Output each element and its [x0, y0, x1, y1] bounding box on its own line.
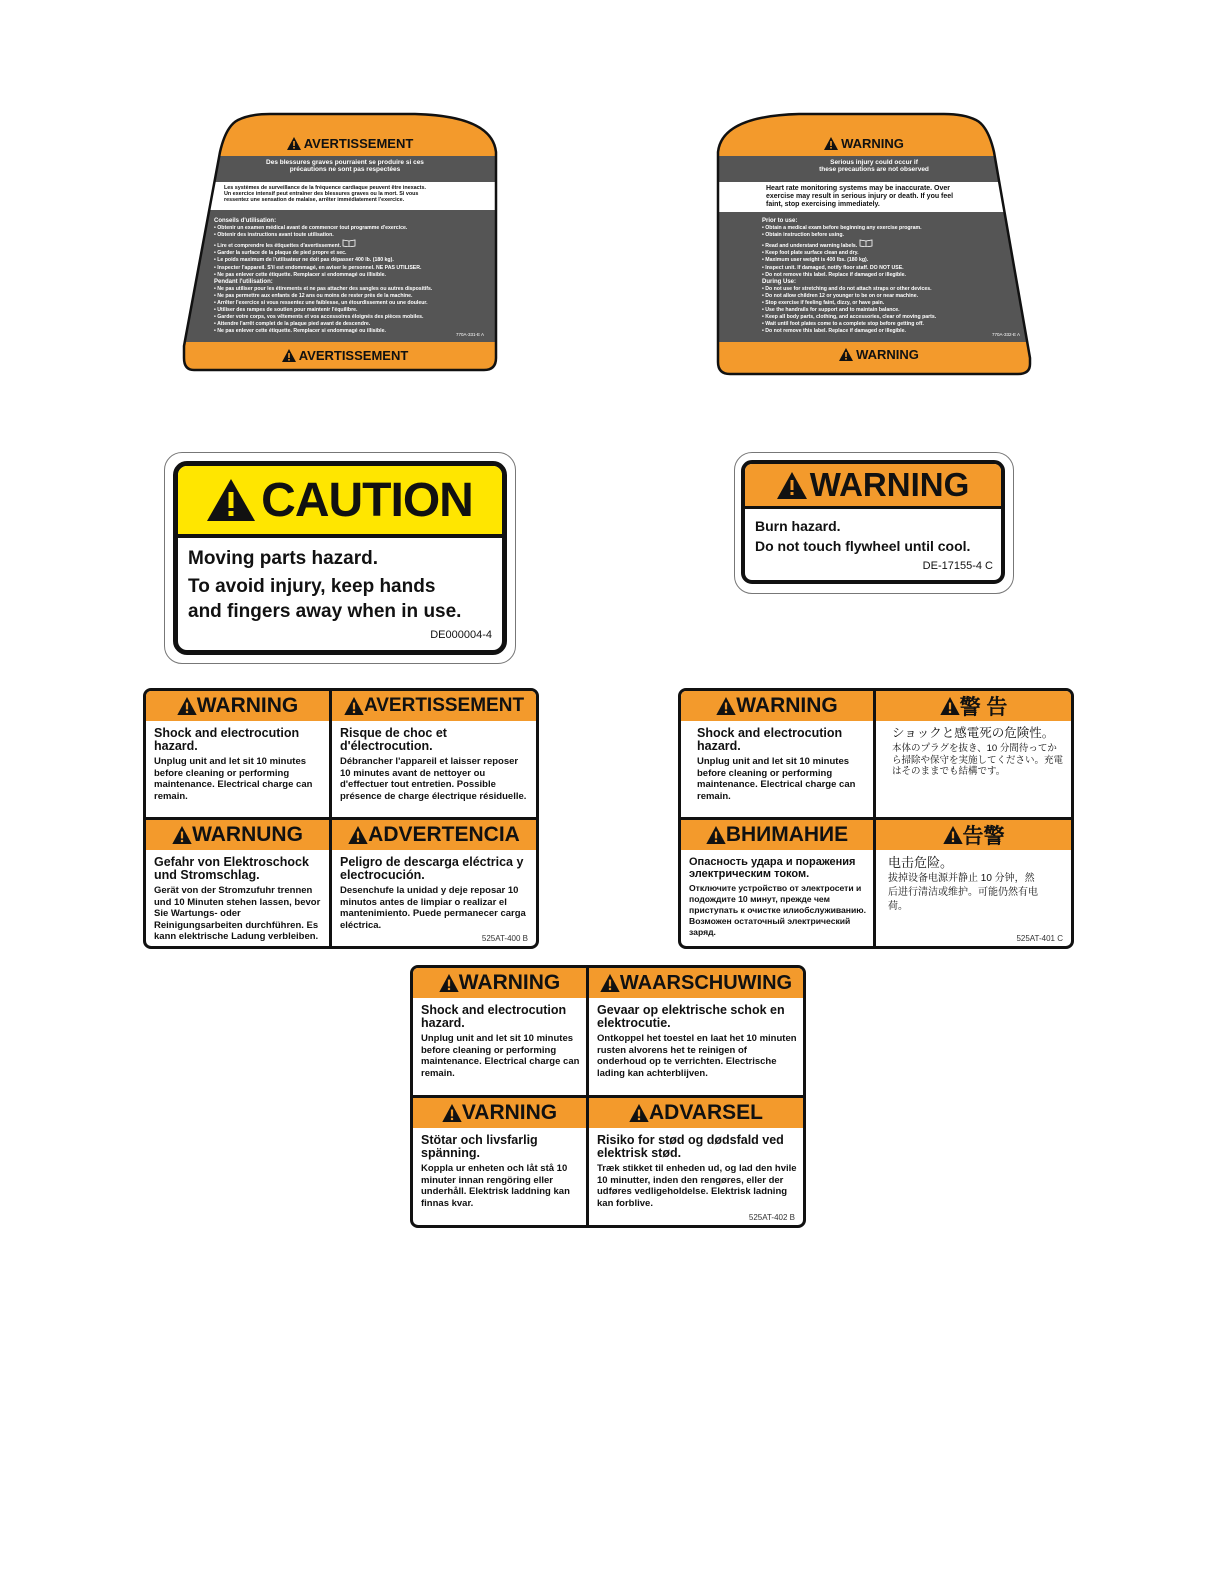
warning-triangle-icon	[824, 137, 838, 150]
instruction-line: Conseils d'utilisation:	[214, 218, 277, 224]
instruction-line: • Ne pas permettre aux enfants de 12 ans ou moins de rester près de la machine.	[214, 292, 413, 299]
instruction-line	[762, 239, 1012, 250]
warning-triangle-icon	[777, 472, 807, 499]
cell-description: Desenchufe la unidad y deje reposar 10 minutos antes de limpiar o realizar el mantenimiento. Puede permanecer carga eléctrica.	[340, 885, 526, 931]
trapezoid-header	[240, 132, 460, 154]
cell-header	[146, 820, 329, 850]
instruction-line: • Obtenir un examen médical avant de commencer tout programme d'exercice.	[214, 225, 408, 232]
warning-triangle-icon	[439, 974, 459, 992]
cell-title: Shock and electrocution hazard.	[697, 726, 843, 753]
cell-description: Unplug unit and let sit 10 minutes before cleaning or performing maintenance. Electrical charge can remain.	[154, 756, 313, 802]
cell-header	[413, 1098, 586, 1128]
trapezoid-heart-warning	[766, 185, 1016, 209]
cell-header	[332, 691, 536, 721]
instruction-line: • Obtenir des instructions avant toute utilisation.	[214, 232, 334, 239]
warning-triangle-icon	[629, 1104, 649, 1122]
heart-line: Un exercice intensif peut entraîner des blessures graves ou la mort. Si vous	[224, 191, 419, 198]
caution-line-3: and fingers away when in use.	[188, 601, 462, 622]
instruction-line: • Maximum user weight is 400 lbs. (180 kg).	[762, 257, 869, 264]
cell-description: Débrancher l'appareil et laisser reposer 10 minutes avant de nettoyer ou d'effectuer tout entretien. Possible présence de charge électrique résiduelle.	[340, 756, 527, 802]
cell-title: Gefahr von Elektroschock und Stromschlag.	[154, 855, 309, 882]
trapezoid-footer	[210, 344, 480, 366]
cell-title: Shock and electrocution hazard.	[154, 726, 300, 753]
cell-warning-ru	[681, 820, 873, 946]
caution-line-2: To avoid injury, keep hands	[188, 576, 436, 597]
cell-avertissement-fr	[332, 691, 536, 817]
warning-triangle-icon	[839, 348, 853, 361]
burn-line-2: Do not touch flywheel until cool.	[755, 538, 971, 554]
instruction-line: • Obtain instruction before using.	[762, 232, 844, 239]
caution-header-text: CAUTION	[261, 473, 473, 527]
book-icon	[342, 239, 356, 247]
instruction-line: • Do not remove this label. Replace if damaged or illegible.	[762, 271, 906, 278]
trapezoid-footer-text: WARNING	[856, 346, 919, 362]
heart-line: faint, stop exercising immediately.	[766, 201, 880, 209]
instruction-line: • Stop exercise if feeling faint, dizzy, or have pain.	[762, 300, 885, 307]
warning-triangle-icon	[344, 697, 364, 715]
cell-header	[876, 691, 1071, 721]
burn-line-1: Burn hazard.	[755, 518, 841, 534]
cell-warnung-de	[146, 820, 329, 946]
cell-header-text: WARNING	[458, 971, 561, 994]
instruction-line: Pendant l'utilisation:	[214, 278, 273, 285]
cell-title: Gevaar op elektrische schok en elektrocutie.	[597, 1003, 785, 1030]
cell-waarschuwing-nl	[589, 968, 803, 1095]
decal-burn-hazard	[734, 452, 1014, 594]
lead-line: précautions ne sont pas respectées	[289, 166, 401, 174]
cell-header-text: 警 告	[959, 696, 1008, 719]
instruction-line: • Inspect unit. If damaged, notify floor staff. DO NOT USE.	[762, 264, 904, 271]
cell-description: Отключите устройство от электросети и подождите 10 минут, прежде чем приступать к очистке илиобслуживанию. Возможен остаточный электрический заряд.	[689, 883, 867, 937]
decal-caution-moving-parts	[164, 452, 516, 664]
part-code: 770A-332-E A	[992, 332, 1021, 337]
instruction-line: • Ne pas enlever cette étiquette. Remplacer si endommagé ou illisible.	[214, 328, 386, 335]
trapezoid-footer-text: AVERTISSEMENT	[298, 347, 409, 363]
instruction-line: • Attendre l'arrêt complet de la plaque pied avant de descendre.	[214, 321, 371, 328]
cell-description: Træk stikket til enheden ud, og lad den hvile 10 minutter, inden den rengøres, eller der udføres vedligeholdelse. Elektrisk ladning kan forblive.	[597, 1163, 797, 1209]
trapezoid-header	[754, 132, 974, 154]
trapezoid-instructions	[762, 218, 1012, 336]
lead-line: Des blessures graves pourraient se produire si ces	[266, 159, 424, 166]
instruction-line: • Do not allow children 12 or younger to be on or near machine.	[762, 292, 919, 299]
burn-header	[745, 464, 1001, 509]
caution-inner-frame	[173, 461, 507, 655]
cell-title: Risiko for stød og dødsfald ved elektrisk stød.	[597, 1133, 784, 1160]
trapezoid-instructions	[214, 218, 492, 336]
instruction-line: • Arrêter l'exercice si vous ressentez une faiblesse, un étourdissement ou une douleur.	[214, 300, 428, 307]
decal-shock-hazard-en-nl-sv-da	[410, 965, 806, 1228]
cell-advarsel-da	[589, 1098, 803, 1225]
cell-title: Shock and electrocution hazard.	[421, 1003, 567, 1030]
cell-title: Risque de choc et d'électrocution.	[340, 726, 447, 753]
cell-warning-zh	[876, 820, 1071, 946]
cell-warning-ja	[876, 691, 1071, 817]
trapezoid-heart-warning	[224, 185, 494, 204]
burn-inner-frame	[741, 460, 1005, 584]
caution-header	[178, 466, 502, 538]
warning-triangle-icon	[207, 479, 255, 521]
instruction-line: • Ne pas utiliser pour les étirements et ne pas attacher des sangles ou autres dispositifs.	[214, 285, 433, 292]
cell-header-text: AVERTISSEMENT	[363, 695, 525, 716]
cell-header	[413, 968, 586, 998]
cell-header-text: ADVERTENCIA	[368, 823, 520, 846]
trapezoid-lead	[764, 159, 984, 174]
cell-header-text: ADVARSEL	[649, 1101, 763, 1124]
cell-description: Koppla ur enheten och låt stå 10 minuter innan rengöring eller underhåll. Elektrisk laddning kan finnas kvar.	[421, 1163, 570, 1209]
decal-shock-hazard-en-fr-de-es	[143, 688, 539, 949]
cell-title: Stötar och livsfarlig spänning.	[421, 1133, 538, 1160]
cell-title: Опасность удара и поражения электрическим током.	[689, 856, 856, 880]
part-code: 770A-331-E A	[456, 332, 485, 337]
heart-line: exercise may result in serious injury or death. If you feel	[766, 193, 954, 201]
cell-header	[876, 820, 1071, 850]
warning-triangle-icon	[348, 826, 368, 844]
cell-header	[681, 820, 873, 850]
cell-header-text: WAARSCHUWING	[619, 971, 793, 994]
decal-warning-trapezoid	[714, 112, 1034, 378]
heart-line: Heart rate monitoring systems may be inaccurate. Over	[766, 185, 951, 192]
trapezoid-header-text: WARNING	[841, 135, 904, 151]
instruction-line: • Wait until foot plates come to a complete stop before getting off.	[762, 321, 924, 328]
cell-warning-en	[146, 691, 329, 817]
cell-header	[589, 968, 803, 998]
instruction-line	[214, 239, 492, 250]
warning-triangle-icon	[706, 826, 726, 844]
heart-line: Les systèmes de surveillance de la fréquence cardiaque peuvent être inexacts.	[224, 185, 426, 191]
cell-header-text: VARNING	[461, 1101, 558, 1124]
instruction-line: • Inspecter l'appareil. S'il est endommagé, en aviser le personnel. NE PAS UTILISER.	[214, 264, 422, 271]
cell-title: ショックと感電死の危険性。	[892, 726, 1055, 740]
part-code: DE-17155-4 C	[922, 560, 993, 572]
part-code: DE000004-4	[430, 629, 492, 641]
cell-warning-en	[681, 691, 873, 817]
trapezoid-header-text: AVERTISSEMENT	[303, 135, 414, 151]
warning-triangle-icon	[442, 1104, 462, 1122]
part-code: 525AT-402 B	[748, 1213, 795, 1222]
instruction-line: Prior to use:	[762, 218, 798, 224]
book-icon	[859, 239, 873, 247]
instruction-line: • Keep all body parts, clothing, and accessories, clear of moving parts.	[762, 314, 937, 321]
warning-triangle-icon	[943, 826, 963, 844]
decal-avertissement-trapezoid	[180, 112, 500, 378]
cell-description: 拔掉设备电源并静止 10 分钟，然后进行清洁或维护。可能仍然有电荷。	[888, 873, 1038, 912]
burn-header-text: WARNING	[809, 466, 970, 503]
instruction-line: • Keep foot plate surface clean and dry.	[762, 250, 859, 257]
caution-line-1: Moving parts hazard.	[188, 548, 379, 569]
warning-triangle-icon	[282, 349, 296, 362]
part-code: 525AT-401 C	[1016, 934, 1063, 943]
instruction-line: • Garder votre corps, vos vêtements et vos accessoires éloignés des pièces mobiles.	[214, 314, 424, 321]
instruction-line: During Use:	[762, 278, 797, 285]
instruction-line: • Do not use for stretching and do not attach straps or other devices.	[762, 285, 932, 292]
cell-header-text: WARNING	[196, 694, 299, 717]
instruction-line: • Use the handrails for support and to maintain balance.	[762, 307, 900, 314]
cell-warning-en	[413, 968, 586, 1095]
heart-line: ressentez une sensation de malaise, arrêter immédiatement l'exercice.	[224, 197, 405, 204]
cell-description: Gerät von der Stromzufuhr trennen und 10 Minuten stehen lassen, bevor Sie Wartungs- oder Reinigungsarbeiten durchführen. Es kann elektrische Ladung verbleiben.	[154, 885, 321, 943]
cell-header	[681, 691, 873, 721]
cell-header	[332, 820, 536, 850]
cell-header-text: ВНИМАНИЕ	[725, 823, 849, 846]
trapezoid-footer	[754, 343, 1004, 365]
instruction-line: • Ne pas enlever cette étiquette. Remplacer si endommagé ou illisible.	[214, 271, 386, 278]
instruction-text: • Read and understand warning labels.	[762, 243, 858, 250]
cell-header	[146, 691, 329, 721]
cell-title: 电击危险。	[888, 855, 954, 870]
instruction-line: • Garder la surface de la plaque de pied propre et sec.	[214, 250, 347, 257]
warning-triangle-icon	[177, 697, 197, 715]
cell-description: Ontkoppel het toestel en laat het 10 minuten rusten alvorens het te reinigen of onderhoud op te verrichten. Electrische lading kan achterblijven.	[597, 1033, 797, 1079]
instruction-line: • Le poids maximum de l'utilisateur ne doit pas dépasser 400 lb. (180 kg).	[214, 257, 394, 264]
cell-header-text: WARNUNG	[192, 823, 303, 846]
decal-shock-hazard-en-ja-ru-zh	[678, 688, 1074, 949]
cell-header-text: WARNING	[736, 694, 838, 717]
warning-triangle-icon	[600, 974, 620, 992]
cell-description: Unplug unit and let sit 10 minutes before cleaning or performing maintenance. Electrical charge can remain.	[421, 1033, 580, 1079]
warning-triangle-icon	[940, 697, 960, 715]
cell-advertencia-es	[332, 820, 536, 946]
cell-description: Unplug unit and let sit 10 minutes before cleaning or performing maintenance. Electrical charge can remain.	[697, 756, 856, 802]
lead-line: these precautions are not observed	[819, 166, 929, 174]
warning-triangle-icon	[287, 137, 301, 150]
cell-varning-sv	[413, 1098, 586, 1225]
lead-line: Serious injury could occur if	[830, 159, 918, 166]
instruction-line: • Obtain a medical exam before beginning any exercise program.	[762, 225, 922, 232]
cell-description: 本体のプラグを抜き、10 分間待ってから掃除や保守を実施してください。充電はそのままでも結構です。	[892, 743, 1064, 778]
cell-header	[589, 1098, 803, 1128]
instruction-line: • Utiliser des rampes de soutien pour maintenir l'équilibre.	[214, 307, 358, 314]
part-code: 525AT-400 B	[481, 934, 528, 943]
cell-title: Peligro de descarga eléctrica y electrocución.	[340, 855, 524, 882]
instruction-line: • Do not remove this label. Replace if damaged or illegible.	[762, 328, 906, 335]
instruction-text: • Lire et comprendre les étiquettes d'avertissement.	[214, 243, 342, 250]
cell-header-text: 告警	[962, 825, 1005, 848]
warning-triangle-icon	[172, 826, 192, 844]
warning-triangle-icon	[716, 697, 736, 715]
trapezoid-lead	[240, 159, 450, 174]
